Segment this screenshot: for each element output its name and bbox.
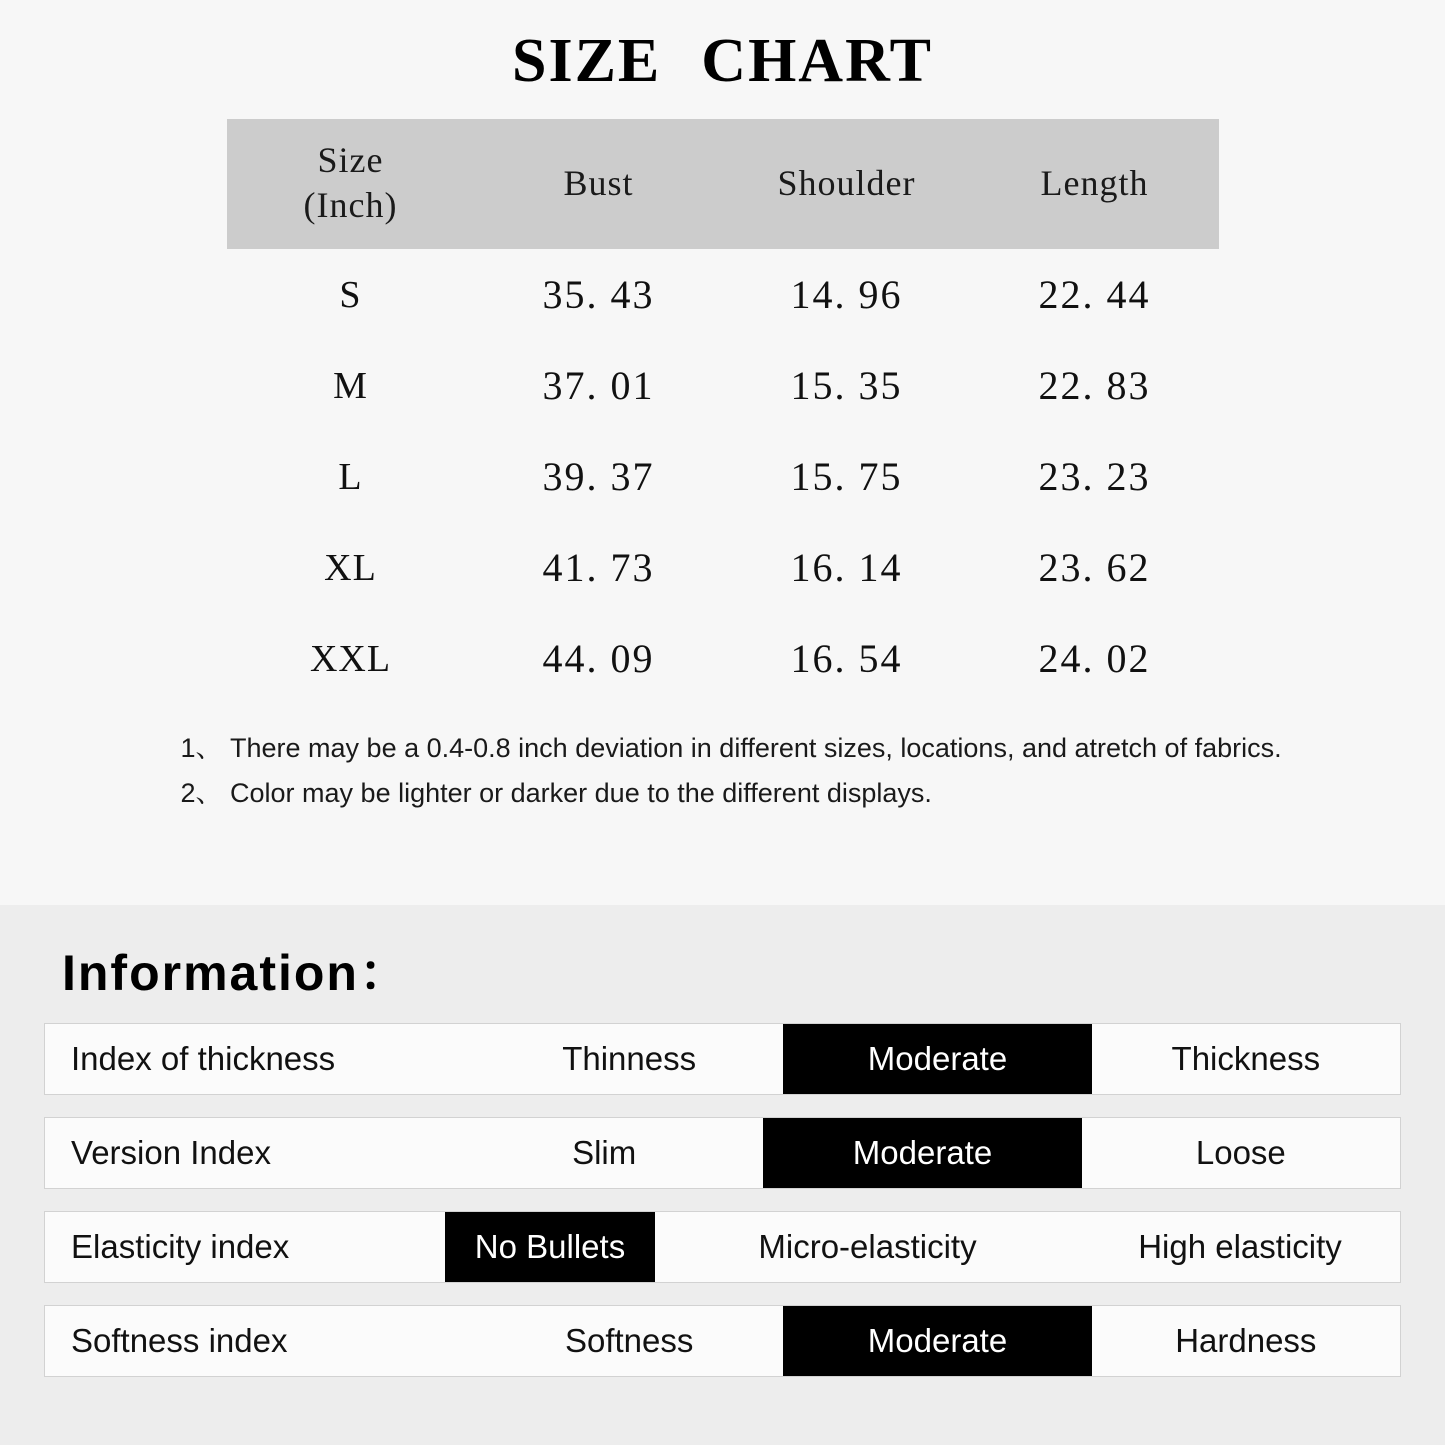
cell-size: L: [338, 455, 363, 498]
table-row: [227, 249, 1219, 340]
option-slim[interactable]: Slim: [445, 1118, 763, 1188]
cell-length: 22. 83: [1038, 363, 1151, 409]
cell-bust: 41. 73: [542, 545, 655, 591]
cell-shoulder: 15. 75: [790, 454, 903, 500]
table-header: [227, 119, 1219, 249]
note-color: 2、 Color may be lighter or darker due to the different displays.: [180, 777, 932, 808]
column-header-size: [227, 119, 475, 249]
cell-length: 23. 23: [1038, 454, 1151, 500]
column-header-bust: Bust: [563, 162, 634, 203]
cell-length: 23. 62: [1038, 545, 1151, 591]
cell-size: XL: [324, 546, 377, 589]
cell-shoulder: 15. 35: [790, 363, 903, 409]
cell-length: 24. 02: [1038, 636, 1151, 682]
option-hardness[interactable]: Hardness: [1092, 1306, 1400, 1376]
cell-shoulder: 16. 54: [790, 636, 903, 682]
title-word-chart: CHART: [701, 27, 934, 95]
table-body: [227, 249, 1219, 704]
info-row-softness: [44, 1305, 1401, 1377]
option-moderate-softness[interactable]: Moderate: [783, 1306, 1091, 1376]
option-thinness[interactable]: Thinness: [475, 1024, 783, 1094]
column-header-shoulder: Shoulder: [777, 162, 916, 203]
cell-shoulder: 14. 96: [790, 272, 903, 318]
cell-length: 22. 44: [1038, 272, 1151, 318]
table-header-row: [227, 119, 1219, 249]
info-label-elasticity: Elasticity index: [45, 1212, 445, 1282]
cell-bust: 35. 43: [542, 272, 655, 318]
note-deviation: 1、 There may be a 0.4-0.8 inch deviation in different sizes, locations, and atretch of fabrics.: [180, 733, 1282, 764]
info-label-version: Version Index: [45, 1118, 445, 1188]
table-row: [227, 340, 1219, 431]
size-measurements-table: [227, 119, 1219, 704]
option-softness[interactable]: Softness: [475, 1306, 783, 1376]
cell-bust: 39. 37: [542, 454, 655, 500]
column-header-length: Length: [1040, 162, 1149, 203]
info-row-thickness: [44, 1023, 1401, 1095]
cell-bust: 37. 01: [542, 363, 655, 409]
information-section: [0, 905, 1445, 1445]
option-moderate-thickness[interactable]: Moderate: [783, 1024, 1091, 1094]
column-header-size-line1: Size: [317, 140, 384, 181]
column-header-size-unit: (Inch): [303, 185, 398, 226]
information-heading: Information：: [62, 945, 411, 1001]
page-title: [0, 26, 1445, 97]
option-micro-elasticity[interactable]: Micro-elasticity: [655, 1212, 1080, 1282]
size-chart-notes: [73, 726, 1373, 815]
table-row: [227, 613, 1219, 704]
info-row-elasticity: [44, 1211, 1401, 1283]
cell-shoulder: 16. 14: [790, 545, 903, 591]
info-row-version: [44, 1117, 1401, 1189]
cell-bust: 44. 09: [542, 636, 655, 682]
option-moderate-version[interactable]: Moderate: [763, 1118, 1081, 1188]
cell-size: M: [333, 364, 368, 407]
option-thickness[interactable]: Thickness: [1092, 1024, 1400, 1094]
option-no-bullets[interactable]: No Bullets: [445, 1212, 655, 1282]
title-word-size: SIZE: [511, 27, 662, 95]
table-row: [227, 431, 1219, 522]
option-loose[interactable]: Loose: [1082, 1118, 1400, 1188]
option-high-elasticity[interactable]: High elasticity: [1080, 1212, 1400, 1282]
information-rows: [0, 1023, 1445, 1377]
cell-size: XXL: [309, 637, 392, 680]
table-row: [227, 522, 1219, 613]
info-label-thickness: Index of thickness: [45, 1024, 475, 1094]
cell-size: S: [339, 273, 362, 316]
info-label-softness: Softness index: [45, 1306, 475, 1376]
